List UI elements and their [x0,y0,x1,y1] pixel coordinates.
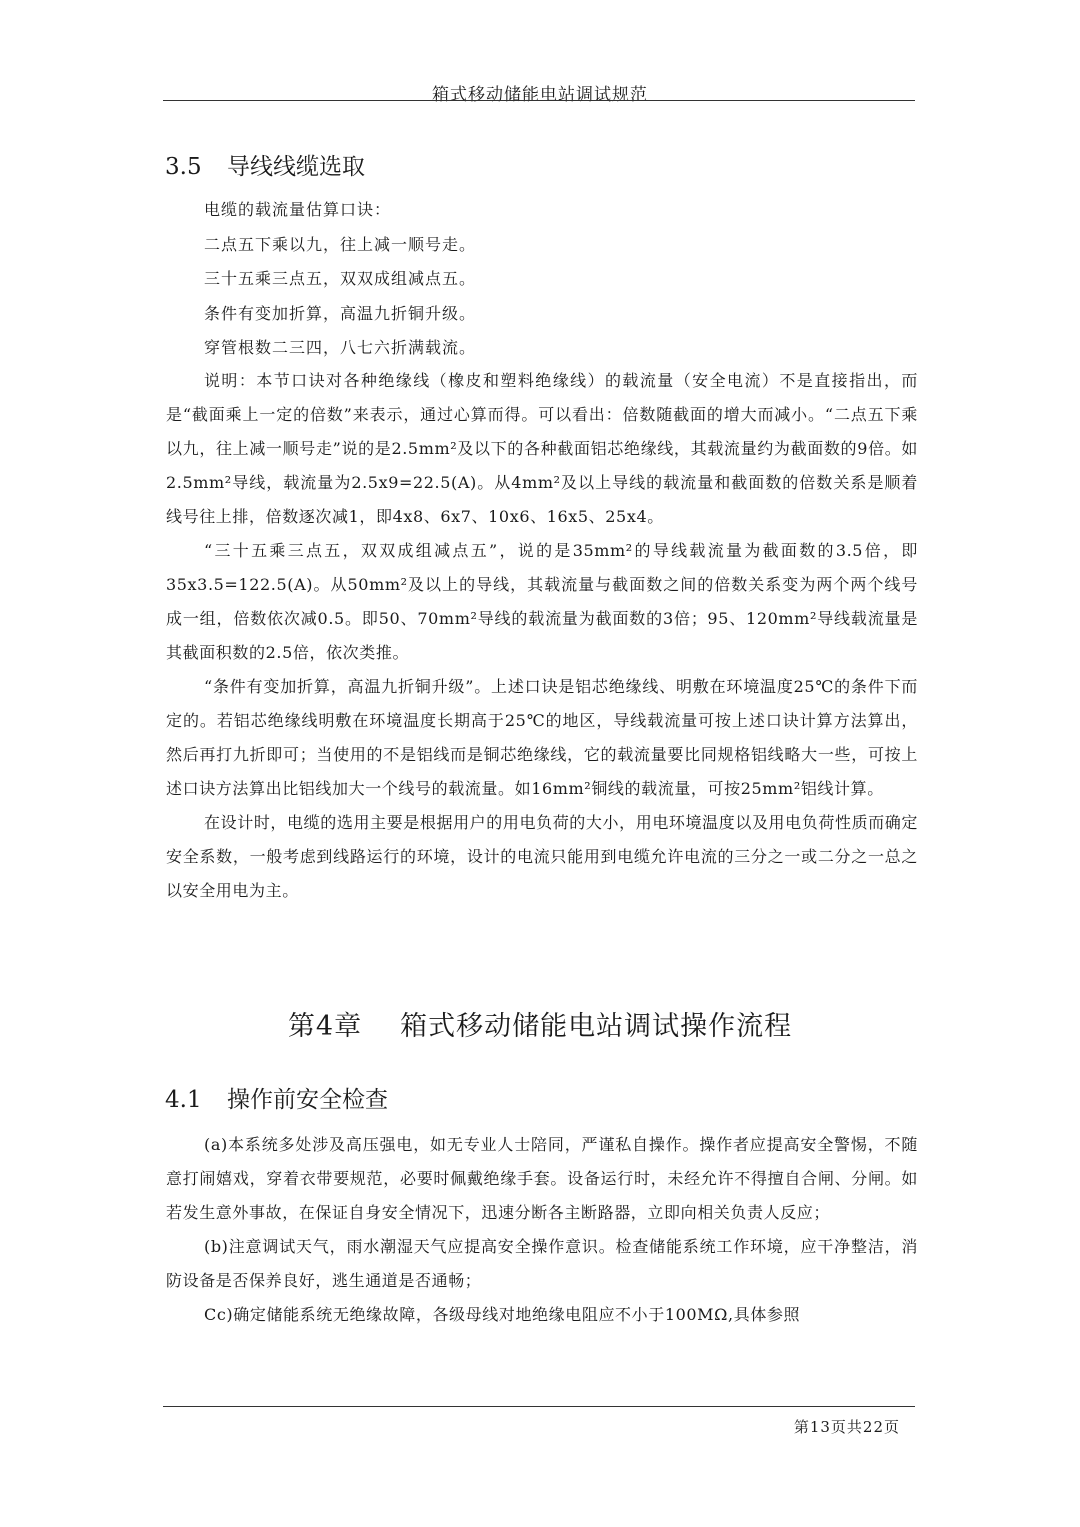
section-3-5-body [166,364,918,908]
mnemonic-block [166,193,918,366]
mnemonic-line: 三十五乘三点五，双双成组减点五。 [204,269,477,288]
paragraph: (a)本系统多处涉及高压强电，如无专业人士陪同，严谨私自操作。操作者应提高安全警惕，不随意打闹嬉戏，穿着衣带要规范，必要时佩戴绝缘手套。设备运行时，未经允许不得擅自合闸、分闸。如若发生意外事故，在保证自身安全情况下，迅速分断各主断路器，立即向相关负责人反应； [166,1135,918,1222]
chapter-number: 第4章 [287,1011,363,1042]
mnemonic-line: 二点五下乘以九，往上减一顺号走。 [204,234,477,254]
section-4-1-body [166,1128,918,1332]
section-number: 3.5 [165,154,202,180]
mnemonic-line: 条件有变加折算，高温九折铜升级。 [204,303,477,323]
paragraph: “条件有变加折算，高温九折铜升级”。上述口诀是铝芯绝缘线、明敷在环境温度25℃的条件下而定的。若铝芯绝缘线明敷在环境温度长期高于25℃的地区，导线载流量可按上述口诀计算方法算出，然后再打九折即可；当使用的不是铝线而是铜芯绝缘线，它的载流量要比同规格铝线略大一些，可按上述口诀方法算出比铝线加大一个线号的载流量。如16mm²铜线的载流量，可按25mm²铝线计算。 [166,677,918,798]
section-heading-3-5 [165,148,365,181]
paragraph: 说明：本节口诀对各种绝缘线（橡皮和塑料绝缘线）的载流量（安全电流）不是直接指出，而是“截面乘上一定的倍数”来表示，通过心算而得。可以看出：倍数随截面的增大而减小。“二点五下乘以九，往上减一顺号走”说的是2.5mm²及以下的各种截面铝芯绝缘线，其载流量约为截面数的9倍。如2.5mm²导线，载流量为2.5x9=22.5(A)。从4mm²及以上导线的载流量和截面数的倍数关系是顺着线号往上排，倍数逐次减1，即4x8、6x7、10x6、16x5、25x4。 [166,371,918,526]
chapter-title: 箱式移动储能电站调试操作流程 [400,1011,793,1042]
paragraph: “三十五乘三点五，双双成组减点五”，说的是35mm²的导线载流量为截面数的3.5倍，即35x3.5=122.5(A)。从50mm²及以上的导线，其载流量与截面数之间的倍数关系变为两个两个线号成一组，倍数依次减0.5。即50、70mm²导线的载流量为截面数的3倍；95、120mm²导线载流量是其截面积数的2.5倍，依次类推。 [166,541,918,662]
section-title: 导线线缆选取 [227,154,365,180]
paragraph: 在设计时，电缆的选用主要是根据用户的用电负荷的大小，用电环境温度以及用电负荷性质而确定安全系数，一般考虑到线路运行的环境，设计的电流只能用到电缆允许电流的三分之一或二分之一总之以安全用电为主。 [166,813,918,900]
section-number: 4.1 [165,1087,202,1113]
mnemonic-line: 穿管根数二三四，八七六折满载流。 [204,338,477,357]
chapter-heading-4 [0,1004,1080,1043]
paragraph: (b)注意调试天气，雨水潮湿天气应提高安全操作意识。检查储能系统工作环境，应干净整洁，消防设备是否保养良好，逃生通道是否通畅； [166,1237,918,1290]
header-divider [163,100,915,101]
section-heading-4-1 [165,1081,388,1114]
paragraph: Cc)确定储能系统无绝缘故障，各级母线对地绝缘电阻应不小于100MΩ,具体参照 [204,1305,801,1324]
mnemonic-intro: 电缆的载流量估算口诀： [204,200,392,219]
page-number: 第13页共22页 [793,1418,900,1436]
document-header-title: 箱式移动储能电站调试规范 [432,85,648,105]
footer-divider [163,1406,915,1407]
section-title: 操作前安全检查 [227,1087,388,1113]
